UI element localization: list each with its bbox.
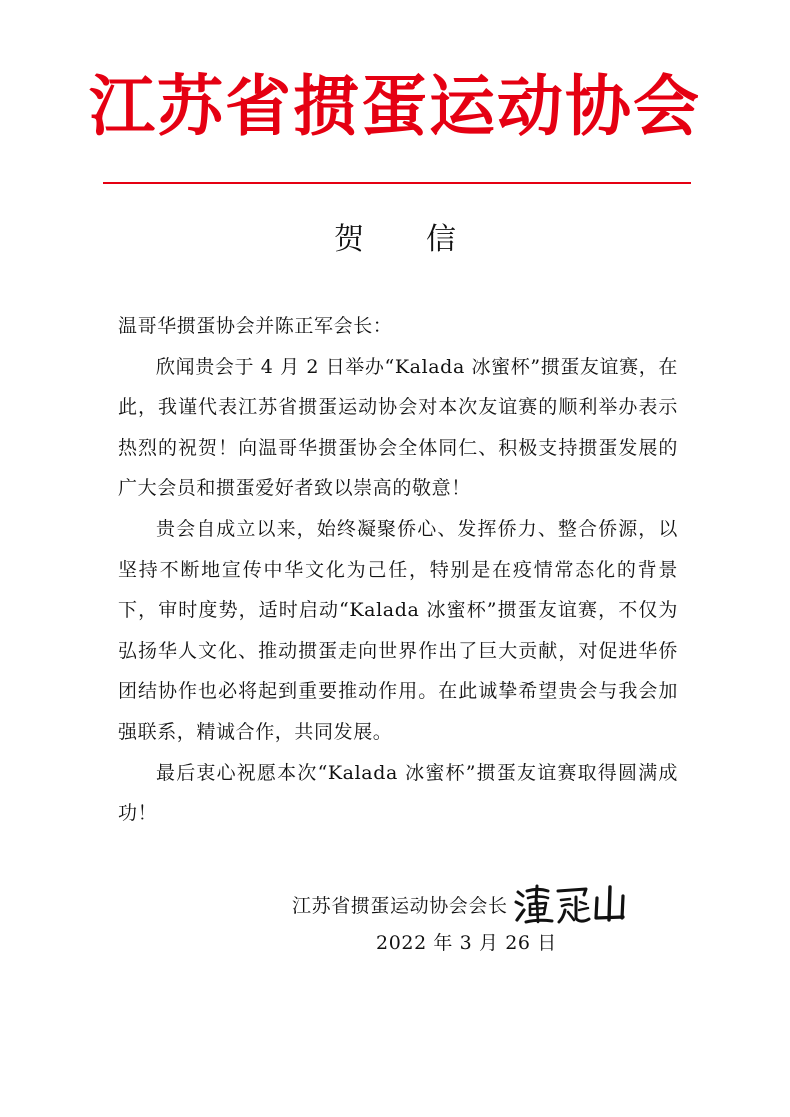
document-title: 贺信 <box>334 222 518 257</box>
letterhead-title: 江苏省掼蛋运动协会 <box>89 68 701 145</box>
signature-block <box>292 882 628 926</box>
letter-body <box>118 306 678 834</box>
letterhead-divider <box>103 182 691 184</box>
paragraph-2: 贵会自成立以来，始终凝聚侨心、发挥侨力、整合侨源，以坚持不断地宣传中华文化为己任，特别是在疫情常态化的背景下，审时度势，适时启动“Kalada 冰蜜杯”掼蛋友谊赛，不仅为弘扬华人文化、推动掼蛋走向世界作出了巨大贡献，对促进华侨团结协作也必将起到重要推动作用。在此诚挚希望贵会与我会加强联系，精诚合作，共同发展。 <box>118 517 678 743</box>
paragraph-3: 最后衷心祝愿本次“Kalada 冰蜜杯”掼蛋友谊赛取得圆满成功！ <box>118 761 678 825</box>
letter-date: 2022 年 3 月 26 日 <box>376 932 557 954</box>
handwritten-signature <box>512 882 628 926</box>
paragraph-1: 欣闻贵会于 4 月 2 日举办“Kalada 冰蜜杯”掼蛋友谊赛，在此，我谨代表江苏省掼蛋运动协会对本次友谊赛的顺利举办表示热烈的祝贺！向温哥华掼蛋协会全体同仁、积极支持掼蛋发展的广大会员和掼蛋爱好者致以崇高的敬意！ <box>118 355 678 500</box>
signer-title: 江苏省掼蛋运动协会会长 <box>292 894 508 917</box>
salutation: 温哥华掼蛋协会并陈正军会长： <box>118 315 393 337</box>
